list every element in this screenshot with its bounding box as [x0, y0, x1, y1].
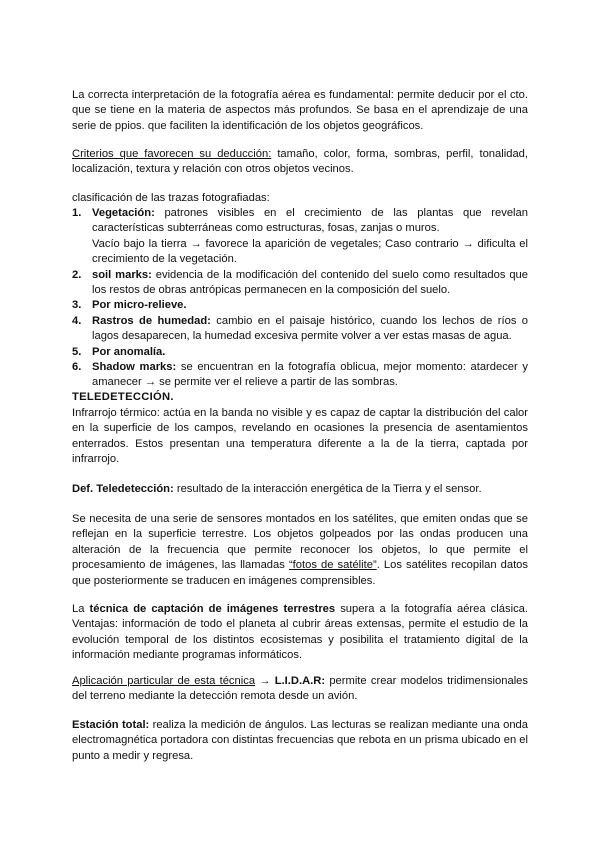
list-number: 3. — [72, 299, 82, 312]
criterios-text: tamaño, color, forma, sombras, perfil, tonalidad, localización, textura y relación con otros objetos vecinos. — [72, 148, 528, 176]
list-item — [72, 360, 528, 391]
list-number: 5. — [72, 345, 82, 358]
section-heading: TELEDETECCIÓN. — [72, 391, 174, 403]
list-text: evidencia de la modificación del contenido del suelo como resultados que los restos de obras antrópicas permanecen en la composición del suelo. — [92, 268, 528, 297]
list-number: 2. — [72, 268, 82, 281]
criterios-paragraph — [72, 147, 528, 178]
criterios-label: Criterios que favorecen su deducción: — [72, 148, 272, 160]
arrow-glyph: → — [255, 675, 275, 687]
list-item — [72, 268, 528, 299]
list-term: soil marks: — [92, 268, 152, 281]
list-term: Vegetación: — [92, 207, 155, 219]
list-number: 1. — [72, 207, 82, 219]
trazas-list — [72, 206, 528, 391]
aplicacion-text: permite crear modelos tridimensionales del terreno mediante la detección remota desde un avión. — [72, 675, 528, 703]
list-number: 4. — [72, 314, 82, 327]
definicion-term: Def. Teledetección: — [72, 483, 174, 495]
list-term: Por anomalía. — [92, 345, 166, 358]
list-text: cambio en el paisaje histórico, cuando los lechos de ríos o lagos desaparecen, la humedad excesiva permite volver a ver estas masas de agua. — [92, 314, 528, 343]
aplicacion-paragraph — [72, 674, 528, 705]
tecnica-text-b: supera a la fotografía aérea clásica. Ventajas: información de todo el planeta al cubrir áreas extensas, permite el estudio de la evolución temporal de los distintos ecosistemas y posibilita el tratamiento digital de la información mediante programas informáticos. — [72, 603, 528, 662]
intro-paragraph: La correcta interpretación de la fotografía aérea es fundamental: permite deducir por el cto. que se tiene en la materia de aspectos más profundos. Se basa en el aprendizaje de una serie de ppios. que faciliten la identificación de los objetos geográficos. — [72, 89, 528, 132]
fotos-satelite-term: “fotos de satélite” — [288, 559, 377, 572]
tecnica-text-a: La — [72, 603, 90, 615]
list-item — [72, 345, 528, 360]
estacion-text: realiza la medición de ángulos. Las lecturas se realizan mediante una onda electromagnética portadora con distintas frecuencias que rebota en un prisma ubicado en el punto a medir y regresa. — [72, 719, 529, 762]
sensores-text-b: . Los satélites recopilan datos que posteriormente se traducen en imágenes comprensibles. — [72, 559, 528, 587]
definicion-text: resultado de la interacción energética de la Tierra y el sensor. — [173, 483, 482, 495]
list-number: 6. — [72, 361, 82, 374]
estacion-paragraph — [72, 718, 528, 764]
list-term: Por micro-relieve. — [92, 299, 187, 312]
definicion-paragraph — [72, 482, 528, 497]
list-extra: Vacío bajo la tierra → favorece la aparición de vegetales; Caso contrario → dificulta el crecimiento de la vegetación. — [92, 237, 528, 266]
clasificacion-intro: clasificación de las trazas fotografiadas: — [72, 192, 270, 204]
tecnica-term: técnica de captación de imágenes terrestres — [89, 603, 336, 615]
aplicacion-label: Aplicación particular de esta técnica — [72, 675, 256, 687]
sensores-paragraph — [72, 512, 528, 589]
infrarrojo-paragraph: Infrarrojo térmico: actúa en la banda no visible y es capaz de captar la distribución del calor en la superficie de los campos, revelando en ocasiones la presencia de asentamientos enterrados. Estos presentan una temperatura diferente a la de la tierra, captada por infrarrojo. — [72, 407, 528, 466]
lidar-term: L.I.D.A.R: — [274, 675, 326, 687]
estacion-term: Estación total: — [72, 719, 150, 731]
list-item — [72, 206, 528, 268]
sensores-text-a: Se necesita de una serie de sensores montados en los satélites, que emiten ondas que se reflejan en la superficie terrestre. Los objetos golpeados por las ondas producen una alteración de la frecuencia que permite reconocer los objetos, lo que permite el procesamiento de imágenes, las llamadas — [72, 513, 528, 572]
list-term: Rastros de humedad: — [92, 314, 211, 327]
list-text: patrones visibles en el crecimiento de las plantas que revelan características subterráneas como estructuras, fosas, zanjas o muros. — [92, 207, 528, 235]
list-item — [72, 298, 528, 313]
list-text: se encuentran en la fotografía oblicua, mejor momento: atardecer y amanecer → se permite ver el relieve a partir de las sombras. — [92, 361, 528, 389]
list-item — [72, 314, 528, 345]
tecnica-paragraph — [72, 602, 528, 664]
list-term: Shadow marks: — [92, 361, 177, 374]
